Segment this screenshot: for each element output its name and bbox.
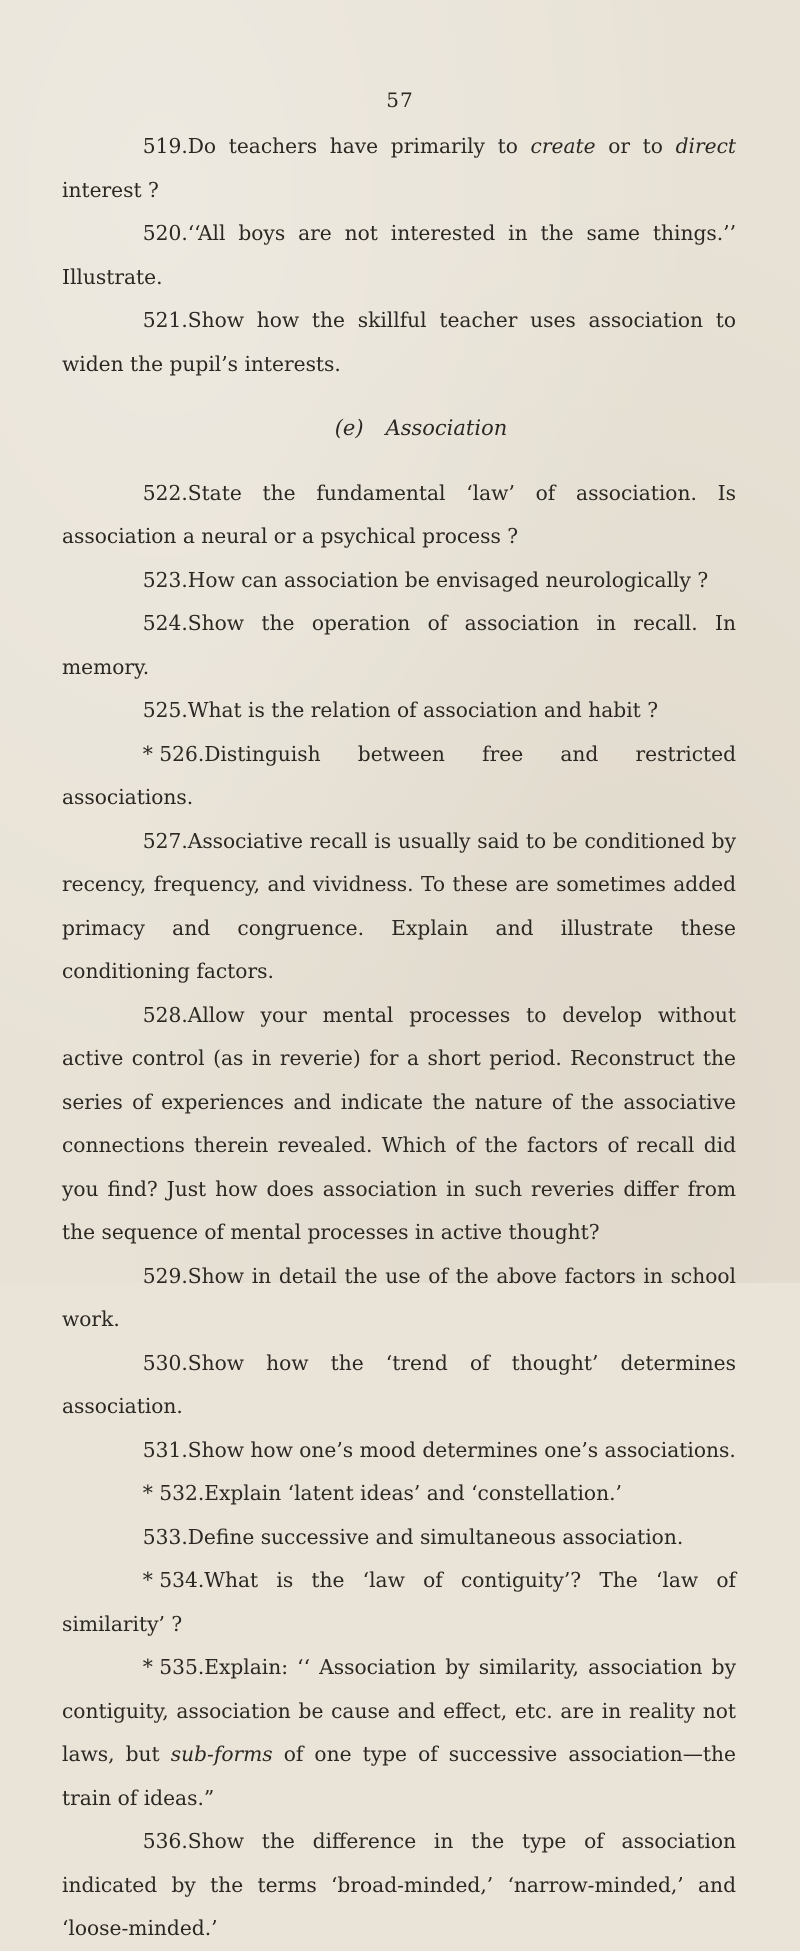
question-number: 529. — [142, 1263, 188, 1288]
question-text: Define successive and simultaneous association. — [187, 1524, 684, 1549]
question-523 — [62, 559, 736, 603]
question-number: 531. — [142, 1437, 188, 1462]
section-letter: (e) — [334, 416, 364, 440]
question-number: * 532. — [142, 1481, 205, 1505]
question-524 — [62, 602, 736, 689]
question-text: Show in detail the use of the above factors in school work. — [62, 1263, 736, 1331]
question-text: What is the ‘law of contiguity’? The ‘law of similarity’ ? — [62, 1568, 736, 1636]
question-number: 524. — [142, 611, 188, 635]
question-531 — [62, 1429, 736, 1473]
question-text: How can association be envisaged neurologically ? — [187, 567, 709, 592]
question-text: Show the difference in the type of association indicated by the terms ‘broad-minded,’ ‘narrow-minded,’ and ‘loose-minded.’ — [62, 1829, 736, 1940]
question-528 — [62, 994, 736, 1255]
question-533 — [62, 1516, 736, 1560]
question-522 — [62, 472, 736, 559]
question-text: Show how one’s mood determines one’s associations. — [187, 1437, 736, 1462]
question-527 — [62, 820, 736, 994]
question-532 — [62, 1472, 736, 1516]
question-525 — [62, 689, 736, 733]
question-number: * 535. — [142, 1655, 205, 1679]
question-text: Show the operation of association in recall. In memory. — [62, 611, 736, 679]
question-530 — [62, 1342, 736, 1429]
question-text: Show how the skillful teacher uses association to widen the pupil’s interests. — [62, 308, 736, 376]
question-number: 520. — [142, 221, 188, 245]
section-heading — [62, 407, 736, 451]
question-number: * 534. — [142, 1568, 205, 1592]
question-519: 519.Do teachers have primarily to create or to direct interest ? — [62, 125, 736, 212]
question-text: Associative recall is usually said to be conditioned by recency, frequency, and vividness. To these are sometimes added primacy and congruence. Explain and illustrate these conditioning factors. — [62, 828, 736, 983]
question-number: 530. — [142, 1350, 188, 1375]
question-number: * 526. — [142, 741, 205, 766]
question-text: Allow your mental processes to develop without active control (as in reverie) for a short period. Reconstruct the series of experiences and indicate the nature of the associative connections therein revealed. Which of the factors of recall did you find? Just how does association in such reveries differ from the sequence of mental processes in active thought? — [62, 1002, 736, 1244]
question-text: Show how the ‘trend of thought’ determines association. — [62, 1350, 736, 1418]
question-520 — [62, 212, 736, 299]
question-number: 533. — [142, 1524, 188, 1549]
question-number: 528. — [142, 1002, 188, 1027]
page-number: 57 — [386, 88, 414, 112]
question-526 — [62, 733, 736, 820]
question-number: 525. — [142, 698, 188, 722]
page-content — [62, 125, 736, 1951]
question-text: Explain ‘latent ideas’ and ‘constellation.’ — [204, 1481, 622, 1505]
question-number: 536. — [142, 1829, 188, 1853]
question-text: State the fundamental ‘law’ of association. Is association a neural or a psychical process ? — [62, 480, 736, 548]
question-number: 523. — [142, 567, 188, 592]
question-number: 522. — [142, 480, 188, 505]
question-text: What is the relation of association and habit ? — [187, 698, 659, 722]
section-title: Association — [385, 416, 508, 440]
question-535: * 535.Explain: ‘‘ Association by similarity, association by contiguity, association be cause and effect, etc. are in reality not laws, but sub-forms of one type of successive association—the train of ideas.” — [62, 1646, 736, 1820]
question-text: ‘‘All boys are not interested in the same things.’’ Illustrate. — [62, 221, 736, 289]
question-521 — [62, 299, 736, 386]
question-534 — [62, 1559, 736, 1646]
question-529 — [62, 1255, 736, 1342]
question-536 — [62, 1820, 736, 1951]
question-number: 519. — [142, 134, 188, 158]
question-text: Distinguish between free and restricted associations. — [62, 741, 736, 809]
question-number: 527. — [142, 828, 188, 853]
question-number: 521. — [142, 308, 188, 332]
